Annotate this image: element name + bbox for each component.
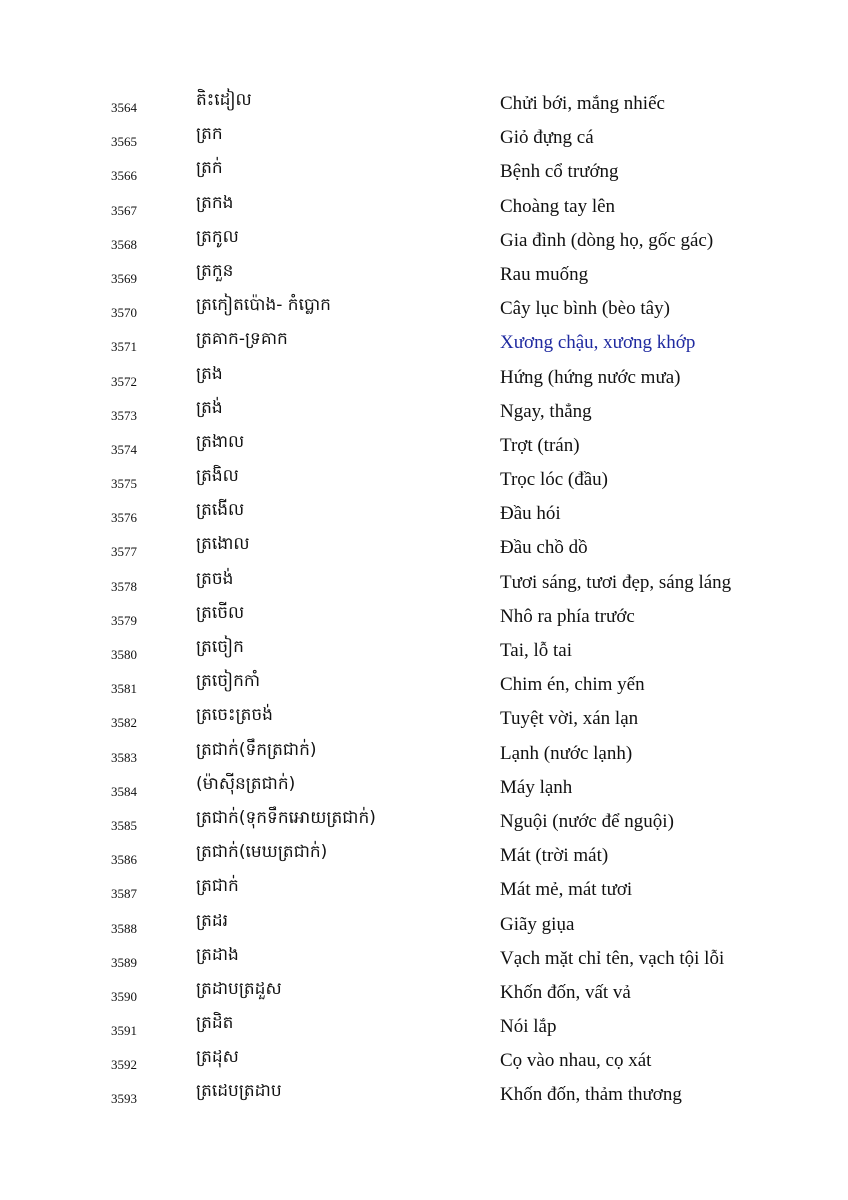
vietnamese-translation: Giỏ đựng cá xyxy=(500,127,594,149)
khmer-term: ត្រដាង xyxy=(196,944,239,965)
entry-row xyxy=(0,907,848,941)
vietnamese-translation: Chửi bới, mắng nhiếc xyxy=(500,93,665,114)
vietnamese-translation: Nói lắp xyxy=(500,1016,557,1038)
entry-number: 3574 xyxy=(111,441,137,457)
entry-number: 3590 xyxy=(111,988,137,1004)
vietnamese-translation: Trọc lóc (đầu) xyxy=(500,469,608,491)
vietnamese-translation: Mát (trời mát) xyxy=(500,845,609,867)
entry-number: 3578 xyxy=(111,578,137,594)
vietnamese-translation: Giãy giụa xyxy=(500,913,575,935)
khmer-term: ត្រដិត xyxy=(196,1013,234,1034)
vietnamese-translation: Máy lạnh xyxy=(500,776,573,798)
vietnamese-translation: Nguội (nước để nguội) xyxy=(500,810,674,832)
vietnamese-translation: Tuyệt vời, xán lạn xyxy=(500,708,639,730)
khmer-term: ត្រង់ xyxy=(196,397,223,418)
khmer-term: ត្រកង xyxy=(196,192,234,213)
entry-number: 3588 xyxy=(111,920,137,936)
khmer-term: ត្រក xyxy=(196,124,223,145)
entry-number: 3569 xyxy=(111,270,137,286)
entry-row xyxy=(0,599,848,633)
khmer-term: ត្រដុស xyxy=(196,1047,239,1068)
khmer-term: ត្រជាក់ xyxy=(196,876,239,897)
entry-row xyxy=(0,428,848,462)
vietnamese-translation: Nhô ra phía trước xyxy=(500,605,635,627)
khmer-term: ត្រគាក-ទ្រគាក xyxy=(196,329,288,350)
entry-row xyxy=(0,394,848,428)
entry-row xyxy=(0,496,848,530)
khmer-term: ត្រងិល xyxy=(196,466,239,487)
entry-row xyxy=(0,838,848,872)
khmer-term: ត្រជាក់(មេឃត្រជាក់) xyxy=(196,842,328,863)
entry-row xyxy=(0,257,848,291)
entry-row xyxy=(0,667,848,701)
khmer-term: ត្រចៀកកាំ xyxy=(196,671,261,692)
entry-number: 3575 xyxy=(111,476,137,492)
vietnamese-translation: Gia đình (dòng họ, gốc gác) xyxy=(500,229,714,251)
entry-number: 3592 xyxy=(111,1057,137,1073)
entry-number: 3591 xyxy=(111,1023,137,1039)
entry-number: 3584 xyxy=(111,783,137,799)
entry-row xyxy=(0,325,848,359)
khmer-term: ត្រចង់ xyxy=(196,568,234,589)
entry-row xyxy=(0,154,848,188)
entry-number: 3572 xyxy=(111,373,137,389)
vietnamese-translation: Ngay, thẳng xyxy=(500,400,592,422)
khmer-term: ត្រកូល xyxy=(196,226,239,247)
entry-row xyxy=(0,633,848,667)
entry-row xyxy=(0,530,848,564)
entry-row xyxy=(0,1077,848,1111)
khmer-term: ត្រងើល xyxy=(196,500,245,521)
vietnamese-translation: Khốn đốn, vất vả xyxy=(500,981,631,1003)
vietnamese-translation: Hứng (hứng nước mưa) xyxy=(500,366,681,388)
vietnamese-translation: Choàng tay lên xyxy=(500,195,616,217)
entry-number: 3573 xyxy=(111,407,137,423)
entry-number: 3586 xyxy=(111,852,137,868)
vietnamese-translation: Cọ vào nhau, cọ xát xyxy=(500,1050,652,1072)
vietnamese-translation: Lạnh (nước lạnh) xyxy=(500,742,633,764)
khmer-term: ត្រចើល xyxy=(196,602,245,623)
entry-number: 3583 xyxy=(111,749,137,765)
vietnamese-translation: Đầu hói xyxy=(500,503,561,525)
khmer-term: ត្រង xyxy=(196,363,223,384)
khmer-term: ត្រដរ xyxy=(196,910,229,931)
vietnamese-translation: Trợt (trán) xyxy=(500,434,580,456)
khmer-term: ត្រកៀតប៉ោង- កំប្លោក xyxy=(196,295,331,316)
entry-row xyxy=(0,291,848,325)
entry-number: 3571 xyxy=(111,339,137,355)
entry-row xyxy=(0,872,848,906)
khmer-term: (ម៉ាស៊ីនត្រជាក់) xyxy=(196,773,296,794)
entry-row xyxy=(0,804,848,838)
khmer-term: ត្រចេះត្រចង់ xyxy=(196,705,273,726)
entry-number: 3564 xyxy=(111,100,137,115)
entry-number: 3568 xyxy=(111,236,137,252)
entry-row xyxy=(0,360,848,394)
khmer-term: ត្រក់ xyxy=(196,158,223,179)
entry-number: 3576 xyxy=(111,510,137,526)
khmer-term: ត្រកួន xyxy=(196,260,234,281)
khmer-term: ត្រដាបត្រដួស xyxy=(196,978,282,999)
entry-row xyxy=(0,1009,848,1043)
vietnamese-translation: Bệnh cổ trướng xyxy=(500,161,619,183)
khmer-term: ត្រជាក់(ទុកទឹកអោយត្រជាក់) xyxy=(196,807,376,828)
entry-number: 3565 xyxy=(111,134,137,150)
khmer-term: ត្រចៀក xyxy=(196,637,244,657)
entry-number: 3581 xyxy=(111,681,137,697)
entry-number: 3566 xyxy=(111,168,137,184)
khmer-term: ត្រងាល xyxy=(196,431,245,452)
vietnamese-translation: Cây lục bình (bèo tây) xyxy=(500,298,670,320)
entry-row xyxy=(0,223,848,257)
vietnamese-translation: Tai, lỗ tai xyxy=(500,640,573,661)
entry-row xyxy=(0,189,848,223)
vietnamese-translation: Xương chậu, xương khớp xyxy=(500,332,696,354)
vietnamese-translation: Rau muống xyxy=(500,263,589,285)
entry-number: 3567 xyxy=(111,202,137,218)
entry-row xyxy=(0,770,848,804)
entry-number: 3570 xyxy=(111,305,137,321)
vietnamese-translation: Vạch mặt chỉ tên, vạch tội lỗi xyxy=(500,947,725,969)
khmer-term: តិះដៀល xyxy=(196,90,252,110)
entry-number: 3587 xyxy=(111,886,137,902)
entry-number: 3585 xyxy=(111,817,137,833)
entry-number: 3579 xyxy=(111,612,137,628)
entry-number: 3577 xyxy=(111,544,137,560)
entry-row xyxy=(0,941,848,975)
khmer-term: ត្រងោល xyxy=(196,534,250,555)
vietnamese-translation: Mát mẻ, mát tươi xyxy=(500,879,633,901)
entry-row xyxy=(0,462,848,496)
entry-row xyxy=(0,1043,848,1077)
entry-list xyxy=(0,86,848,1112)
entry-row xyxy=(0,565,848,599)
vietnamese-translation: Tươi sáng, tươi đẹp, sáng láng xyxy=(500,571,732,593)
entry-number: 3593 xyxy=(111,1091,137,1107)
entry-row xyxy=(0,701,848,735)
vietnamese-translation: Khốn đốn, thảm thương xyxy=(500,1084,682,1106)
entry-number: 3589 xyxy=(111,954,137,970)
entry-row xyxy=(0,86,848,120)
vietnamese-translation: Chim én, chim yến xyxy=(500,674,645,696)
entry-row xyxy=(0,120,848,154)
entry-number: 3582 xyxy=(111,715,137,731)
vietnamese-translation: Đầu chồ dồ xyxy=(500,537,588,559)
entry-number: 3580 xyxy=(111,647,137,662)
entry-row xyxy=(0,975,848,1009)
entry-row xyxy=(0,736,848,770)
khmer-term: ត្រដេបត្រដាប xyxy=(196,1081,282,1102)
khmer-term: ត្រជាក់(ទឹកត្រជាក់) xyxy=(196,739,317,760)
